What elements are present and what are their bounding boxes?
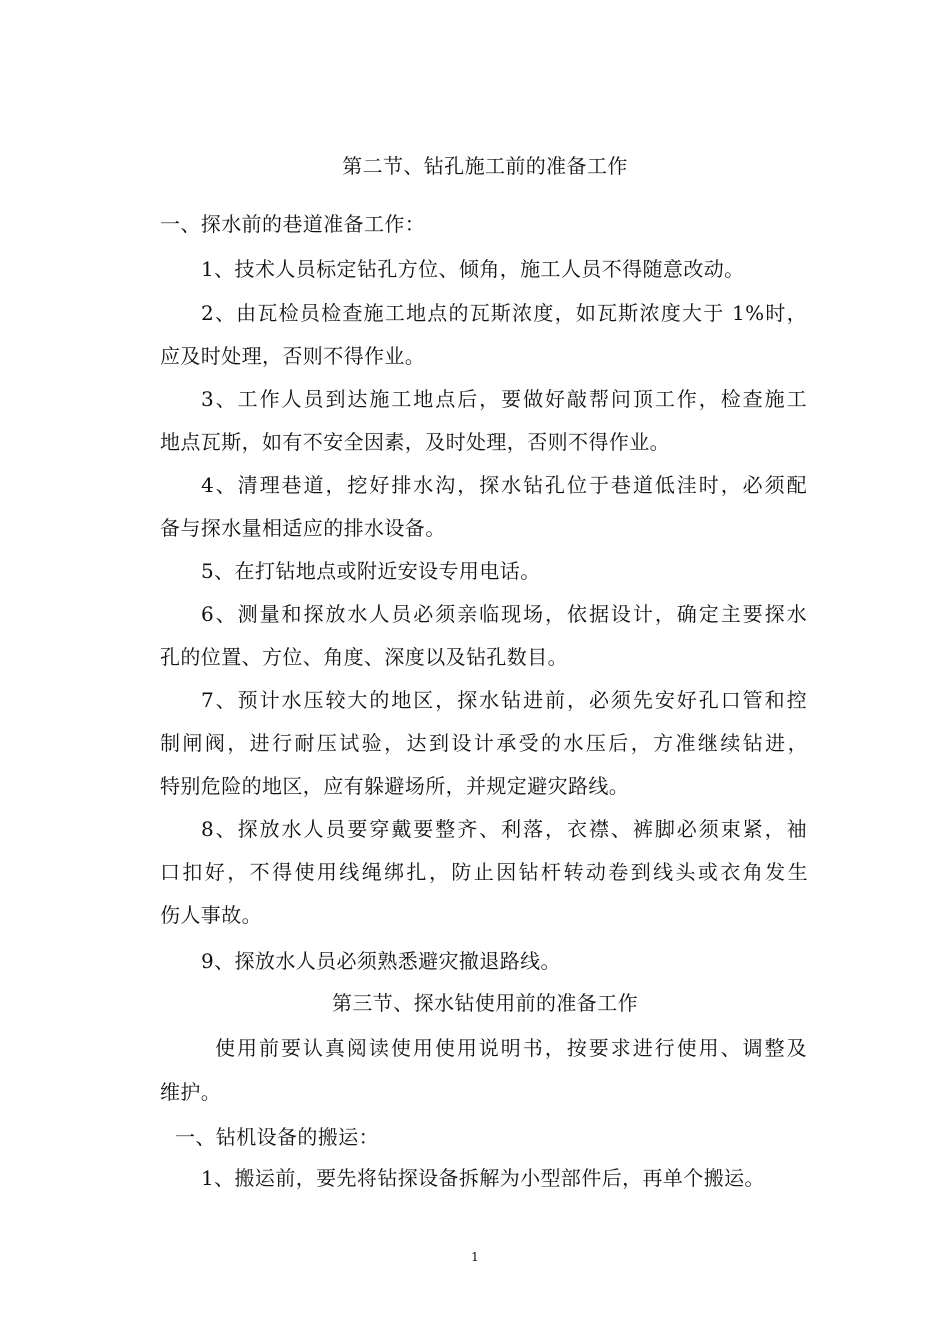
part-1-heading: 一、探水前的巷道准备工作： — [160, 212, 426, 236]
item-2-line-1: 2、由瓦检员检查施工地点的瓦斯浓度，如瓦斯浓度大于 1%时， — [201, 301, 807, 325]
item-7-line-2: 制闸阀，进行耐压试验，达到设计承受的水压后，方准继续钻进， — [160, 731, 808, 755]
item-4-line-2: 备与探水量相适应的排水设备。 — [160, 516, 446, 540]
item-5: 5、在打钻地点或附近安设专用电话。 — [201, 559, 541, 583]
page-number: 1 — [471, 1250, 479, 1264]
item-4-line-1: 4、清理巷道，挖好排水沟，探水钻孔位于巷道低洼时，必须配 — [201, 473, 807, 497]
item-7-line-3: 特别危险的地区，应有躲避场所，并规定避灾路线。 — [160, 774, 630, 798]
item-3-line-2: 地点瓦斯，如有不安全因素，及时处理，否则不得作业。 — [160, 430, 670, 454]
item-1: 1、技术人员标定钻孔方位、倾角，施工人员不得随意改动。 — [201, 257, 745, 281]
item-6-line-2: 孔的位置、方位、角度、深度以及钻孔数目。 — [160, 645, 568, 669]
part-1b-heading: 一、钻机设备的搬运： — [175, 1125, 379, 1149]
section-3-title: 第三节、探水钻使用前的准备工作 — [332, 991, 638, 1015]
move-item-1: 1、搬运前，要先将钻探设备拆解为小型部件后，再单个搬运。 — [201, 1166, 765, 1190]
intro-line-2: 维护。 — [160, 1080, 222, 1104]
item-9: 9、探放水人员必须熟悉避灾撤退路线。 — [201, 949, 561, 973]
item-8-line-2: 口扣好，不得使用线绳绑扎，防止因钻杆转动卷到线头或衣角发生 — [160, 860, 808, 884]
item-6-line-1: 6、测量和探放水人员必须亲临现场，依据设计，确定主要探水 — [201, 602, 807, 626]
intro-line-1: 使用前要认真阅读使用使用说明书，按要求进行使用、调整及 — [215, 1036, 807, 1060]
item-2-line-2: 应及时处理，否则不得作业。 — [160, 344, 426, 368]
item-3-line-1: 3、工作人员到达施工地点后，要做好敲帮问顶工作，检查施工 — [201, 387, 807, 411]
item-8-line-3: 伤人事故。 — [160, 903, 262, 927]
item-8-line-1: 8、探放水人员要穿戴要整齐、利落，衣襟、裤脚必须束紧，袖 — [201, 817, 807, 841]
section-2-title: 第二节、钻孔施工前的准备工作 — [342, 154, 628, 178]
item-7-line-1: 7、预计水压较大的地区，探水钻进前，必须先安好孔口管和控 — [201, 688, 807, 712]
